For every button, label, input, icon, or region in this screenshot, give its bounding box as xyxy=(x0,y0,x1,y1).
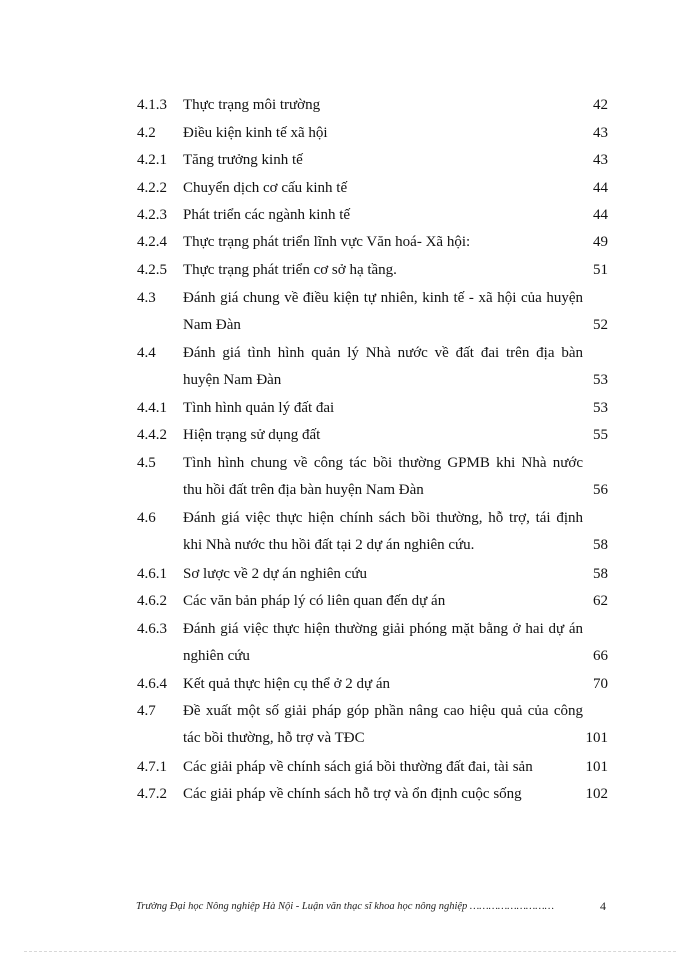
toc-page: 53 xyxy=(593,400,608,416)
toc-title-continuation: tác bồi thường, hỗ trợ và TĐC xyxy=(183,730,365,746)
toc-title: Đánh giá việc thực hiện thường giải phóng mặt bằng ở hai dự án xyxy=(183,621,583,637)
toc-number: 4.6.3 xyxy=(137,621,167,637)
toc-title: Kết quả thực hiện cụ thể ở 2 dự án xyxy=(183,676,391,692)
toc-number: 4.2.4 xyxy=(137,234,167,250)
page-bottom-divider xyxy=(24,951,676,952)
toc-number: 4.4.2 xyxy=(137,427,167,443)
toc-page: 53 xyxy=(593,372,608,388)
toc-title-continuation: thu hồi đất trên địa bàn huyện Nam Đàn xyxy=(183,482,424,498)
footer-page-number: 4 xyxy=(600,899,606,913)
toc-title-continuation: huyện Nam Đàn xyxy=(183,372,282,388)
toc-page: 44 xyxy=(593,207,608,223)
toc-page: 44 xyxy=(593,180,608,196)
toc-title: Tình hình chung về công tác bồi thường GPMB khi Nhà nước xyxy=(183,455,583,471)
toc-number: 4.7.2 xyxy=(137,786,167,802)
toc-title-continuation: Nam Đàn xyxy=(183,317,241,333)
toc-number: 4.2.2 xyxy=(137,180,167,196)
toc-title: Tăng trưởng kinh tế xyxy=(183,152,303,168)
toc-number: 4.4 xyxy=(137,345,156,361)
toc-title: Thực trạng môi trường xyxy=(183,97,321,113)
toc-title: Các giải pháp về chính sách giá bồi thường đất đai, tài sản xyxy=(183,759,533,775)
toc-page: 58 xyxy=(593,566,608,582)
toc-page: 51 xyxy=(593,262,608,278)
toc-title: Phát triển các ngành kinh tế xyxy=(183,207,351,223)
toc-page: 62 xyxy=(593,593,608,609)
toc-number: 4.2.1 xyxy=(137,152,167,168)
footer-text: Trường Đại học Nông nghiệp Hà Nội - Luận văn thạc sĩ khoa học nông nghiệp ……………………… xyxy=(136,901,554,912)
toc-number: 4.1.3 xyxy=(137,97,167,113)
toc-number: 4.5 xyxy=(137,455,156,471)
toc-number: 4.6.2 xyxy=(137,593,167,609)
toc-page: 56 xyxy=(593,482,608,498)
toc-number: 4.7 xyxy=(137,703,156,719)
toc-title: Sơ lược về 2 dự án nghiên cứu xyxy=(183,566,367,582)
toc-number: 4.6.1 xyxy=(137,566,167,582)
toc-page: 49 xyxy=(593,234,608,250)
toc-title: Đề xuất một số giải pháp góp phần nâng cao hiệu quả của công xyxy=(183,703,583,719)
toc-number: 4.7.1 xyxy=(137,759,167,775)
toc-page: 66 xyxy=(593,648,608,664)
toc-title: Đánh giá chung về điều kiện tự nhiên, kinh tế - xã hội của huyện xyxy=(183,290,583,306)
toc-title: Các giải pháp về chính sách hỗ trợ và ổn định cuộc sống xyxy=(183,786,522,802)
toc-number: 4.2 xyxy=(137,125,156,141)
toc-number: 4.6 xyxy=(137,510,156,526)
toc-page: 101 xyxy=(585,759,608,775)
toc-title-continuation: nghiên cứu xyxy=(183,648,250,664)
page-footer xyxy=(136,900,606,914)
toc-page: 70 xyxy=(593,676,608,692)
toc-title: Hiện trạng sử dụng đất xyxy=(183,427,321,443)
toc-number: 4.2.5 xyxy=(137,262,167,278)
toc-title: Đánh giá việc thực hiện chính sách bồi thường, hỗ trợ, tái định xyxy=(183,510,583,526)
toc-number: 4.3 xyxy=(137,290,156,306)
toc-title: Đánh giá tình hình quản lý Nhà nước về đất đai trên địa bàn xyxy=(183,345,583,361)
toc-title: Thực trạng phát triển lĩnh vực Văn hoá- Xã hội: xyxy=(183,234,471,250)
toc-page: 101 xyxy=(585,730,608,746)
toc-page: 43 xyxy=(593,152,608,168)
toc-title: Tình hình quản lý đất đai xyxy=(183,400,335,416)
toc-page: 102 xyxy=(585,786,608,802)
toc-title: Điều kiện kinh tế xã hội xyxy=(183,125,328,141)
toc-page: 58 xyxy=(593,537,608,553)
toc-title: Các văn bản pháp lý có liên quan đến dự án xyxy=(183,593,446,609)
toc-number: 4.4.1 xyxy=(137,400,167,416)
toc-title-continuation: khi Nhà nước thu hồi đất tại 2 dự án nghiên cứu. xyxy=(183,537,475,553)
toc-title: Thực trạng phát triển cơ sở hạ tầng. xyxy=(183,262,397,278)
toc-page: 55 xyxy=(593,427,608,443)
toc-page: 52 xyxy=(593,317,608,333)
toc-title: Chuyển dịch cơ cấu kinh tế xyxy=(183,180,348,196)
toc-page: 43 xyxy=(593,125,608,141)
toc-number: 4.2.3 xyxy=(137,207,167,223)
toc-page: 42 xyxy=(593,97,608,113)
toc-number: 4.6.4 xyxy=(137,676,167,692)
